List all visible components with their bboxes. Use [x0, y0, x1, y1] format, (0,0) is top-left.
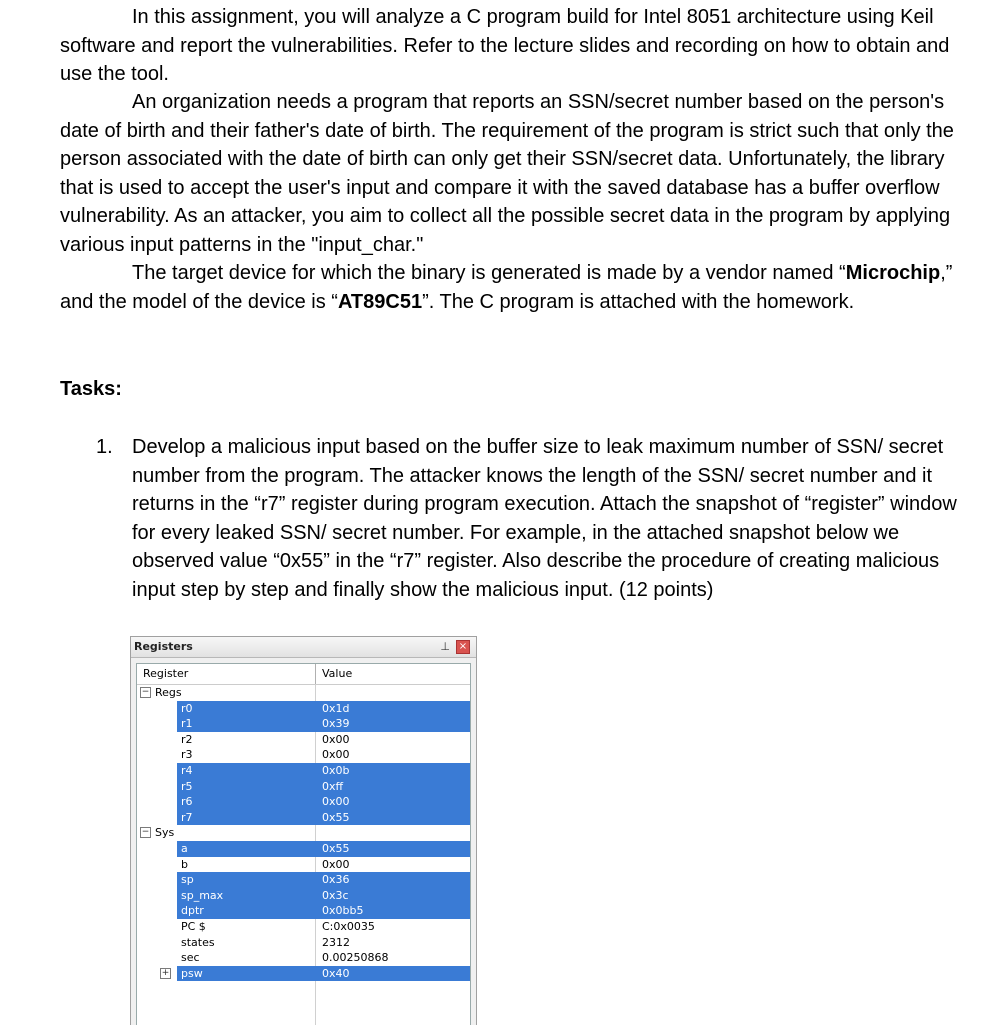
pin-icon[interactable]: ⊥ — [440, 640, 450, 653]
register-value[interactable]: 2312 — [322, 935, 350, 949]
register-value[interactable]: 0x55 — [322, 841, 350, 855]
register-name: r3 — [181, 748, 193, 762]
register-value[interactable]: 0x40 — [322, 966, 350, 980]
register-value[interactable]: 0x55 — [322, 810, 350, 824]
register-value[interactable]: 0x39 — [322, 717, 350, 731]
close-icon[interactable]: × — [456, 640, 470, 654]
grid-header — [137, 664, 470, 685]
group-label: Regs — [155, 686, 182, 699]
register-name: sp_max — [181, 888, 224, 902]
register-value[interactable]: 0.00250868 — [322, 951, 389, 965]
register-row[interactable] — [137, 872, 470, 888]
register-value[interactable]: 0x00 — [322, 732, 350, 746]
register-group[interactable] — [137, 825, 470, 841]
task-number: 1. — [96, 436, 113, 458]
register-row[interactable] — [137, 794, 470, 810]
collapse-icon[interactable]: − — [141, 827, 150, 838]
intro-paragraph-3: The target device for which the binary is generated is made by a vendor named “Microchip,” and the model of the device is “AT89C51”. The C program is attached with the homework. — [60, 262, 953, 313]
model-name: AT89C51 — [337, 290, 423, 313]
registers-window — [130, 636, 477, 1025]
vendor-name: Microchip — [845, 262, 941, 284]
register-name: sec — [181, 951, 200, 965]
register-name: sp — [181, 873, 194, 887]
register-value[interactable]: 0x36 — [322, 873, 350, 887]
register-name: psw — [181, 966, 203, 980]
register-group[interactable] — [137, 685, 470, 701]
register-name: r4 — [181, 763, 193, 777]
registers-grid — [136, 663, 471, 1025]
register-row[interactable] — [137, 763, 470, 779]
register-row[interactable] — [137, 779, 470, 795]
register-name: states — [181, 935, 215, 949]
register-row[interactable] — [137, 919, 470, 935]
column-value[interactable]: Value — [322, 667, 353, 680]
register-name: a — [181, 841, 188, 855]
register-row[interactable] — [137, 950, 470, 966]
register-row[interactable] — [137, 701, 470, 717]
registers-titlebar — [131, 637, 476, 658]
register-value[interactable]: 0x3c — [322, 888, 349, 902]
register-name: b — [181, 857, 188, 871]
register-name: r2 — [181, 732, 193, 746]
register-name: PC $ — [181, 919, 206, 933]
tasks-heading: Tasks: — [60, 378, 122, 400]
register-row[interactable] — [137, 716, 470, 732]
register-value[interactable]: 0x00 — [322, 748, 350, 762]
register-row[interactable] — [137, 732, 470, 748]
intro-paragraph-2: An organization needs a program that reports an SSN/secret number based on the person's date of birth and their father's date of birth. The requirement of the program is strict such that only the person associated with the date of birth can only get their SSN/secret data. Unfortunately, the library that is used to accept the user's input and compare it with the saved database has a buffer overflow vulnerability. As an attacker, you aim to collect all the possible secret data in the program by applying various input patterns in the "input_char." — [60, 91, 954, 256]
task-text: Develop a malicious input based on the buffer size to leak maximum number of SSN/ secret number from the program. The attacker knows the length of the SSN/ secret number and it returns in the “r7” register during program execution. Attach the snapshot of “register” window for every leaked SSN/ secret number. For example, in the attached snapshot below we observed value “0x55” in the “r7” register. Also describe the procedure of creating malicious input step by step and finally show the malicious input. (12 points) — [132, 436, 957, 601]
task-1 — [96, 433, 976, 604]
expand-icon[interactable]: + — [161, 967, 170, 978]
register-name: r0 — [181, 701, 193, 715]
register-value[interactable]: 0x00 — [322, 857, 350, 871]
register-value[interactable]: C:0x0035 — [322, 919, 375, 933]
register-name: r5 — [181, 779, 193, 793]
register-row[interactable] — [137, 903, 470, 919]
group-label: Sys — [155, 826, 175, 840]
registers-title: Registers — [134, 640, 193, 653]
column-register[interactable]: Register — [143, 667, 189, 680]
register-value[interactable]: 0xff — [322, 779, 344, 793]
register-rows — [137, 685, 470, 981]
register-value[interactable]: 0x00 — [322, 795, 350, 809]
register-row[interactable] — [137, 857, 470, 873]
register-row[interactable] — [137, 747, 470, 763]
register-row[interactable] — [137, 935, 470, 951]
register-row[interactable] — [137, 841, 470, 857]
intro-paragraph-1: In this assignment, you will analyze a C program build for Intel 8051 architecture using Keil software and report the vulnerabilities. Refer to the lecture slides and recording on how to obtain and use the tool. — [60, 6, 950, 85]
register-name: r7 — [181, 810, 193, 824]
register-name: r6 — [181, 795, 193, 809]
register-value[interactable]: 0x0b — [322, 763, 350, 777]
register-value[interactable]: 0x0bb5 — [322, 904, 364, 918]
collapse-icon[interactable]: − — [141, 687, 150, 697]
register-row[interactable] — [137, 888, 470, 904]
register-value[interactable]: 0x1d — [322, 701, 350, 715]
register-name: r1 — [181, 717, 193, 731]
register-row[interactable] — [137, 966, 470, 982]
register-row[interactable] — [137, 810, 470, 826]
register-name: dptr — [181, 904, 204, 918]
